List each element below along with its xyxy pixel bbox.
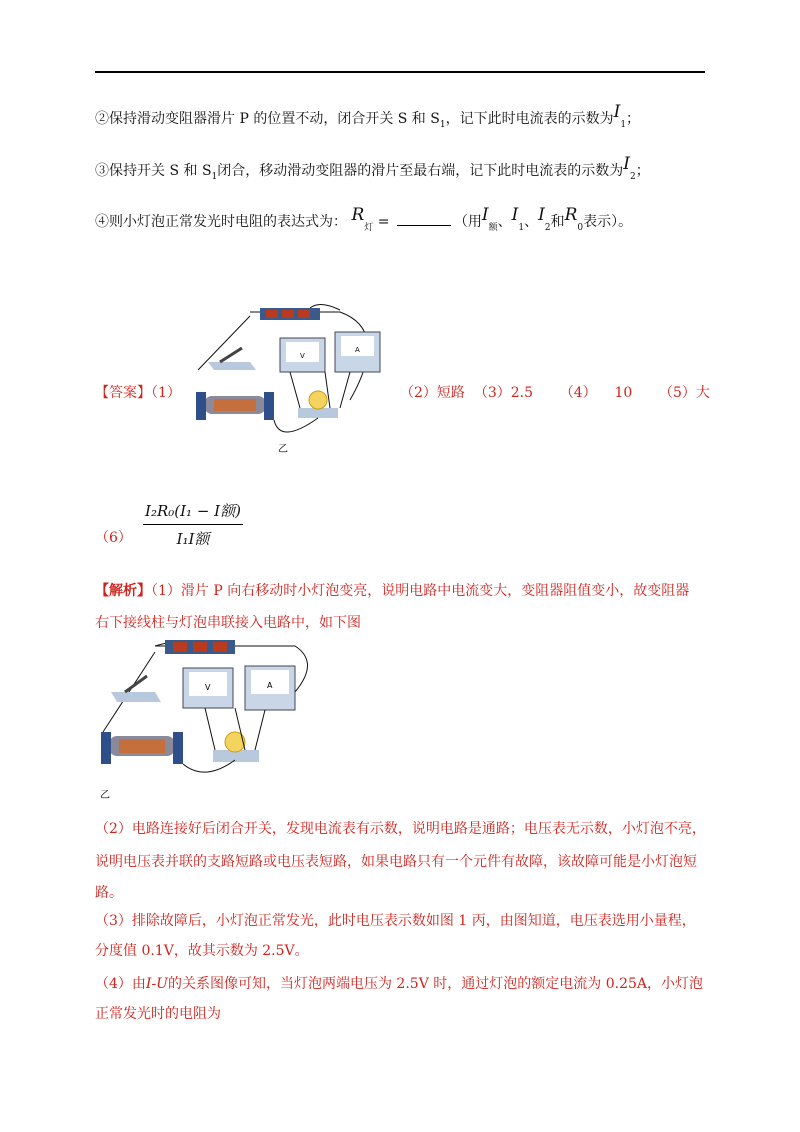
voltmeter — [280, 338, 325, 372]
rheostat — [196, 392, 274, 420]
switch — [208, 348, 256, 370]
svg-text:V: V — [205, 683, 211, 692]
ammeter — [335, 332, 380, 372]
answer-parts: （2）短路 （3）2.5 （4） 10 （5）大 — [400, 385, 710, 401]
svg-text:A: A — [267, 681, 273, 690]
figure-caption-2: 乙 — [100, 790, 110, 800]
step-4: ④则小灯泡正常发光时电阻的表达式为： $R_灯$ = （用$I_额$、$I_1$、$I_2$和$R_0$表示）。 — [95, 205, 633, 233]
analysis-line-8: （4）由I-U的关系图像可知，当灯泡两端电压为 2.5V 时，通过灯泡的额定电流为 0.25A，小灯泡 — [95, 976, 703, 992]
analysis-line-6: （3）排除故障后，小灯泡正常发光，此时电压表示数如图 1 丙，由图知道，电压表选用小量程， — [95, 913, 696, 929]
bulb — [298, 391, 338, 418]
ammeter-2 — [245, 666, 295, 710]
voltmeter-2 — [183, 668, 233, 708]
rheostat-2 — [101, 732, 183, 764]
svg-text:V: V — [300, 352, 305, 360]
analysis-line-3: （2）电路连接好后闭合开关，发现电流表有示数，说明电路是通路；电压表无示数，小灯泡不亮， — [95, 821, 706, 837]
top-rule — [95, 71, 705, 73]
bulb-2 — [213, 732, 259, 762]
analysis-line-1: 【解析】（1）滑片 P 向右移动时小灯泡变亮，说明电路中电流变大，变阻器阻值变小，故变阻器 — [95, 583, 690, 599]
battery-pack-2 — [165, 640, 235, 654]
circuit-diagram-2 — [95, 632, 310, 800]
analysis-line-4: 说明电压表并联的支路短路或电压表短路，如果电路只有一个元件有故障，该故障可能是小灯泡短 — [95, 854, 697, 870]
analysis-line-5: 路。 — [95, 885, 123, 901]
analysis-line-7: 分度值 0.1V，故其示数为 2.5V。 — [95, 943, 309, 959]
step-2: ②保持滑动变阻器滑片 P 的位置不动，闭合开关 S 和 $S_1$，记下此时电流表的示数为$I_1$； — [95, 102, 641, 130]
circuit-diagram-1 — [190, 300, 390, 455]
svg-text:A: A — [355, 346, 360, 354]
figure-caption: 乙 — [278, 444, 288, 455]
analysis-line-9: 正常发光时的电阻为 — [95, 1006, 221, 1022]
answer-6-label: （6） — [95, 530, 132, 546]
step-3: ③保持开关 S 和 $S_1$闭合，移动滑动变阻器的滑片至最右端，记下此时电流表的示数为$I_2$； — [95, 154, 650, 182]
analysis-line-2: 右下接线柱与灯泡串联接入电路中，如下图 — [95, 615, 361, 631]
answer-6-formula: I₂R₀(I₁ − I额) I₁I额 — [143, 500, 243, 549]
answer-label-row: 【答案】（1） — [95, 385, 181, 401]
answer-blank — [397, 213, 451, 226]
battery-pack — [260, 308, 320, 320]
switch-2 — [111, 676, 161, 702]
